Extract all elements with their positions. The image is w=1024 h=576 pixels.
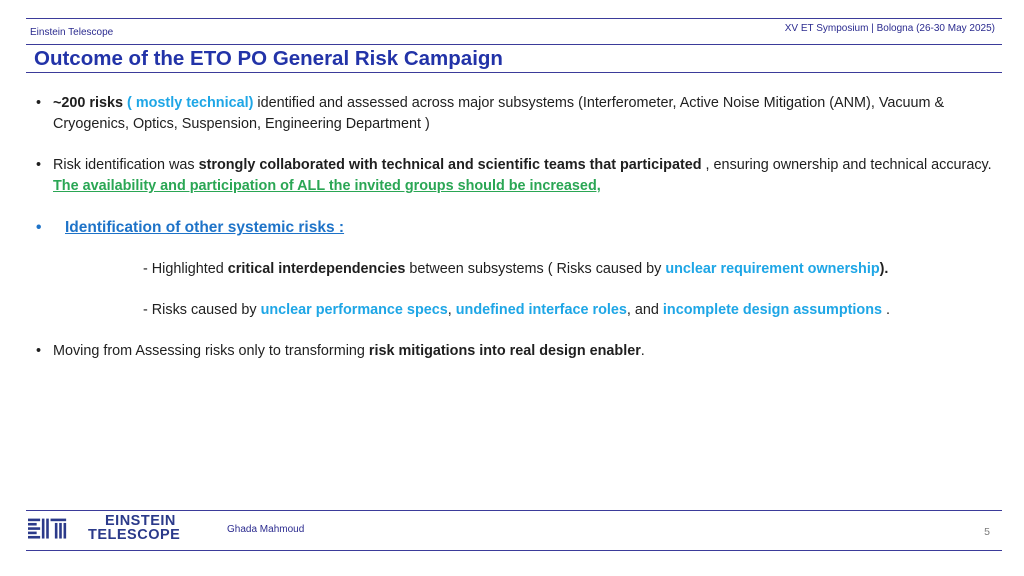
- bullet-systemic-risks: [36, 217, 996, 238]
- sub1-highlight: unclear requirement ownership: [665, 261, 880, 277]
- slide-content: [36, 93, 996, 362]
- sub2-sep2: , and: [626, 302, 663, 318]
- sub1-text-b: between subsystems ( Risks caused by: [405, 261, 666, 277]
- bullet1-highlight: ( mostly technical): [123, 95, 258, 111]
- logo-wordmark: [88, 514, 180, 542]
- header-bottom-rule: [26, 44, 1002, 45]
- bullet3-heading: Identification of other systemic risks :: [65, 219, 345, 236]
- bullet-collaboration: [36, 155, 996, 197]
- sub2-sep1: ,: [447, 302, 456, 318]
- title-underline: [26, 72, 1002, 73]
- logo-line2: TELESCOPE: [88, 527, 181, 543]
- header-event: XV ET Symposium | Bologna (26-30 May 2025): [784, 23, 995, 34]
- sub2-text-a: - Risks caused by: [143, 302, 261, 318]
- bullet1-bold: ~200 risks: [53, 95, 124, 111]
- page-number: 5: [984, 526, 990, 538]
- footer-top-rule: [26, 510, 1002, 511]
- header-org-name: Einstein Telescope: [30, 27, 114, 38]
- slide-title: Outcome of the ETO PO General Risk Campaign: [34, 47, 503, 70]
- sub1-end: ).: [879, 261, 889, 277]
- bullet-mitigation: [36, 341, 996, 362]
- bullet2-bold: strongly collaborated with technical and scientific teams that participated: [198, 157, 702, 173]
- header-top-rule: [26, 18, 1002, 19]
- sub1-text-a: - Highlighted: [143, 261, 228, 277]
- bullet2-green-note: The availability and participation of ALL the invited groups should be increased,: [53, 178, 601, 194]
- bullet4-bold: risk mitigations into real design enabler: [368, 343, 641, 359]
- sub1-bold: critical interdependencies: [227, 261, 406, 277]
- bullet4-text-a: Moving from Assessing risks only to transforming: [53, 343, 369, 359]
- sub-item-causes: [36, 300, 996, 321]
- bullet2-text-b: , ensuring ownership and technical accuracy.: [701, 157, 992, 173]
- sub2-highlight-specs: unclear performance specs: [260, 302, 448, 318]
- footer-bottom-rule: [26, 550, 1002, 551]
- bullet1-text: identified and assessed across major subsystems (Interferometer, Active Noise Mitigation (ANM), Vacuum & Cryogenics, Optics, Suspension, Engineering Department ): [53, 95, 945, 132]
- et-logo-icon: [28, 515, 80, 543]
- sub2-highlight-roles: undefined interface roles: [455, 302, 627, 318]
- sub-item-interdependencies: [36, 259, 996, 280]
- sub2-highlight-assumptions: incomplete design assumptions: [662, 302, 883, 318]
- sub2-end: .: [882, 302, 891, 318]
- bullet-risks-count: [36, 93, 996, 135]
- bullet4-end: .: [640, 343, 645, 359]
- logo-line1: EINSTEIN: [105, 513, 176, 529]
- footer-author: Ghada Mahmoud: [227, 524, 305, 535]
- bullet2-text-a: Risk identification was: [53, 157, 199, 173]
